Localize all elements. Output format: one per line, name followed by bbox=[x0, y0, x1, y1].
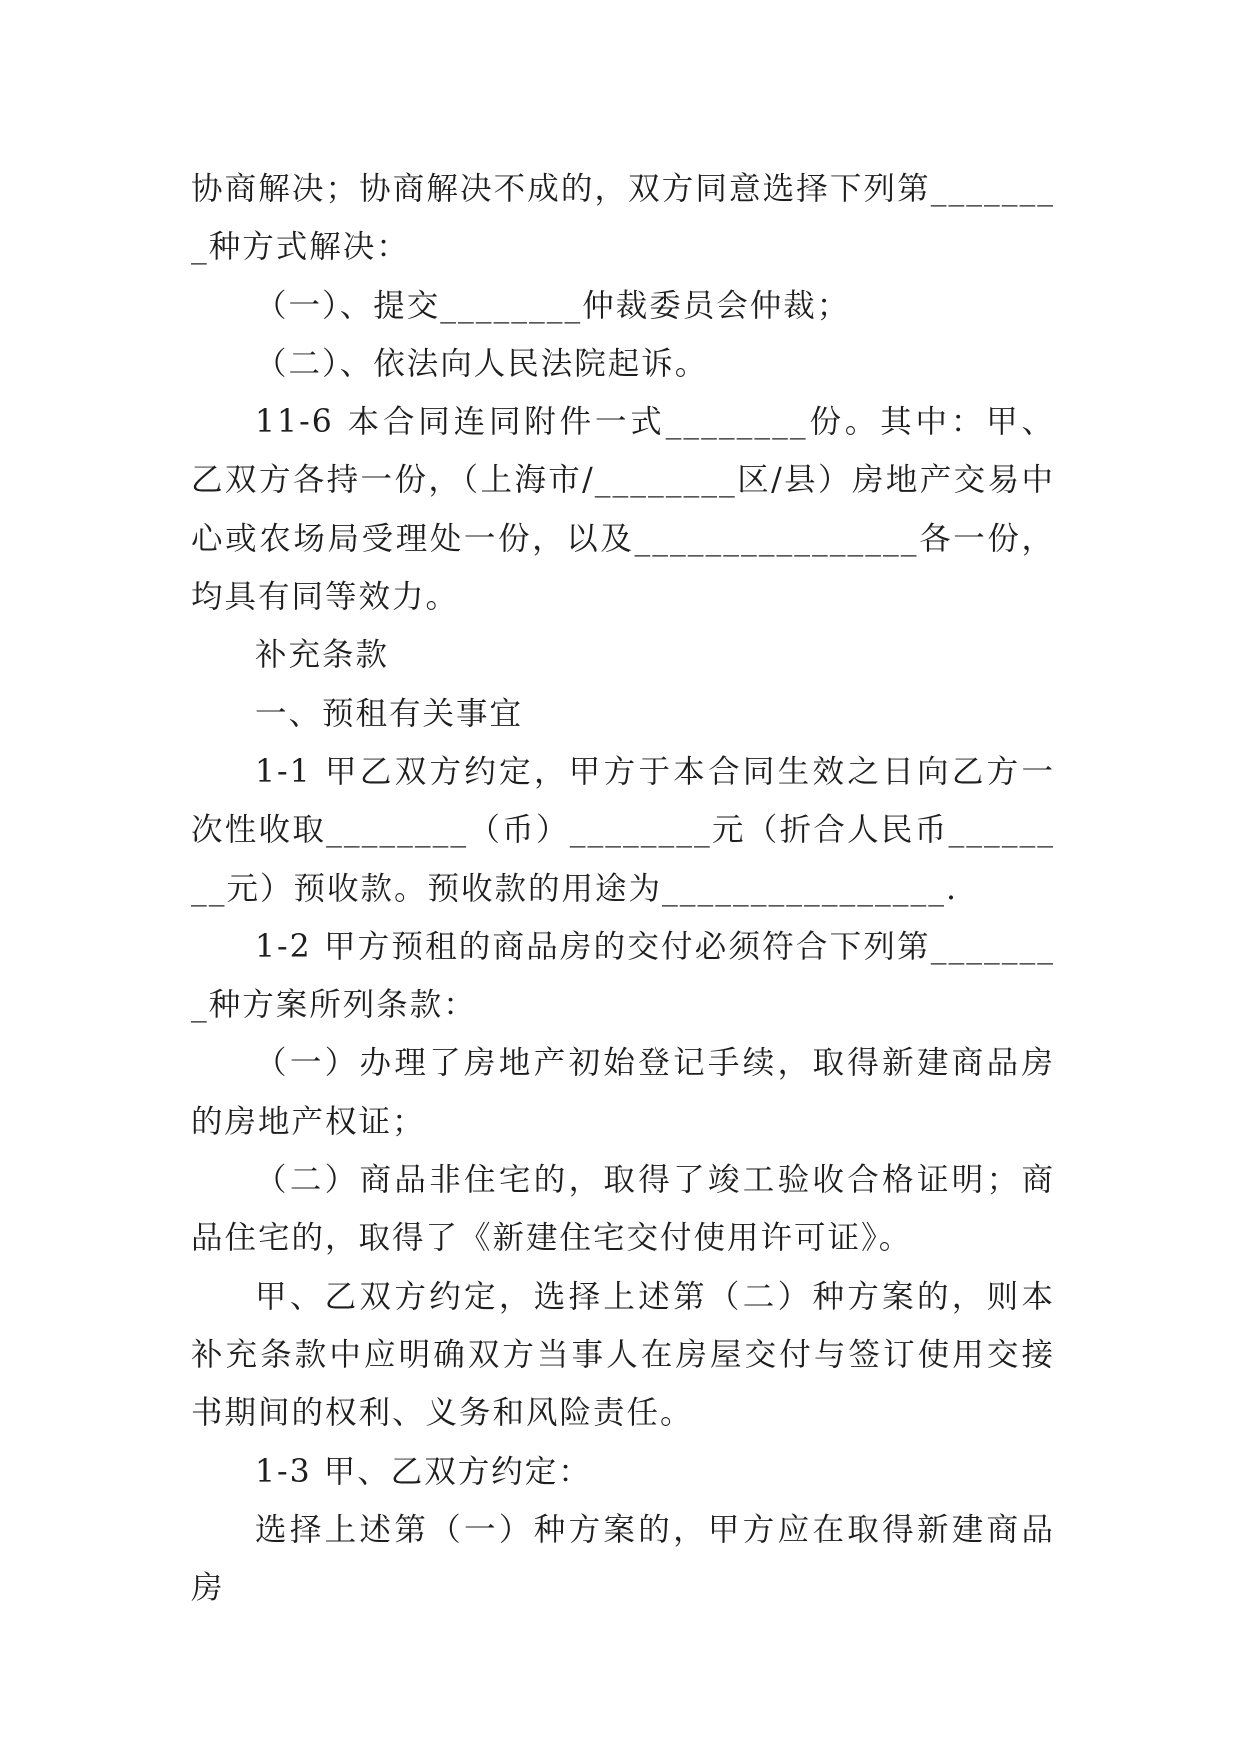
paragraph-option-one-selection: 选择上述第（一）种方案的，甲方应在取得新建商品房 bbox=[191, 1511, 1055, 1607]
paragraph-clause-1-2: 1-2 甲方预租的商品房的交付必须符合下列第________种方案所列条款： bbox=[191, 928, 1055, 1024]
paragraph-litigation-option: （二）、依法向人民法院起诉。 bbox=[255, 345, 709, 382]
paragraph-dispute-resolution: 协商解决；协商解决不成的，双方同意选择下列第________种方式解决： bbox=[191, 171, 1055, 266]
paragraph-option-two-agreement: 甲、乙双方约定，选择上述第（二）种方案的，则本补充条款中应明确双方当事人在房屋交付与签订使用交接书期间的权利、义务和风险责任。 bbox=[191, 1278, 1055, 1432]
paragraph-arbitration-option: （一）、提交________仲裁委员会仲裁； bbox=[255, 287, 851, 324]
paragraph-clause-11-6: 11-6 本合同连同附件一式________份。其中：甲、乙双方各持一份，（上海市/________区/县）房地产交易中心或农场局受理处一份，以及________________各一份，均具有同等效力。 bbox=[191, 404, 1055, 616]
heading-prelease-matters: 一、预租有关事宜 bbox=[255, 695, 524, 732]
paragraph-clause-1-3: 1-3 甲、乙双方约定： bbox=[255, 1453, 592, 1490]
heading-supplementary-terms: 补充条款 bbox=[255, 637, 390, 674]
paragraph-option-two: （二）商品非住宅的，取得了竣工验收合格证明；商品住宅的，取得了《新建住宅交付使用许可证》。 bbox=[191, 1162, 1055, 1257]
document-body bbox=[191, 160, 1055, 1617]
paragraph-clause-1-1: 1-1 甲乙双方约定，甲方于本合同生效之日向乙方一次性收取________（币）________元（折合人民币________元）预收款。预收款的用途为________________. bbox=[191, 753, 1055, 907]
paragraph-option-one: （一）办理了房地产初始登记手续，取得新建商品房的房地产权证； bbox=[191, 1045, 1055, 1140]
